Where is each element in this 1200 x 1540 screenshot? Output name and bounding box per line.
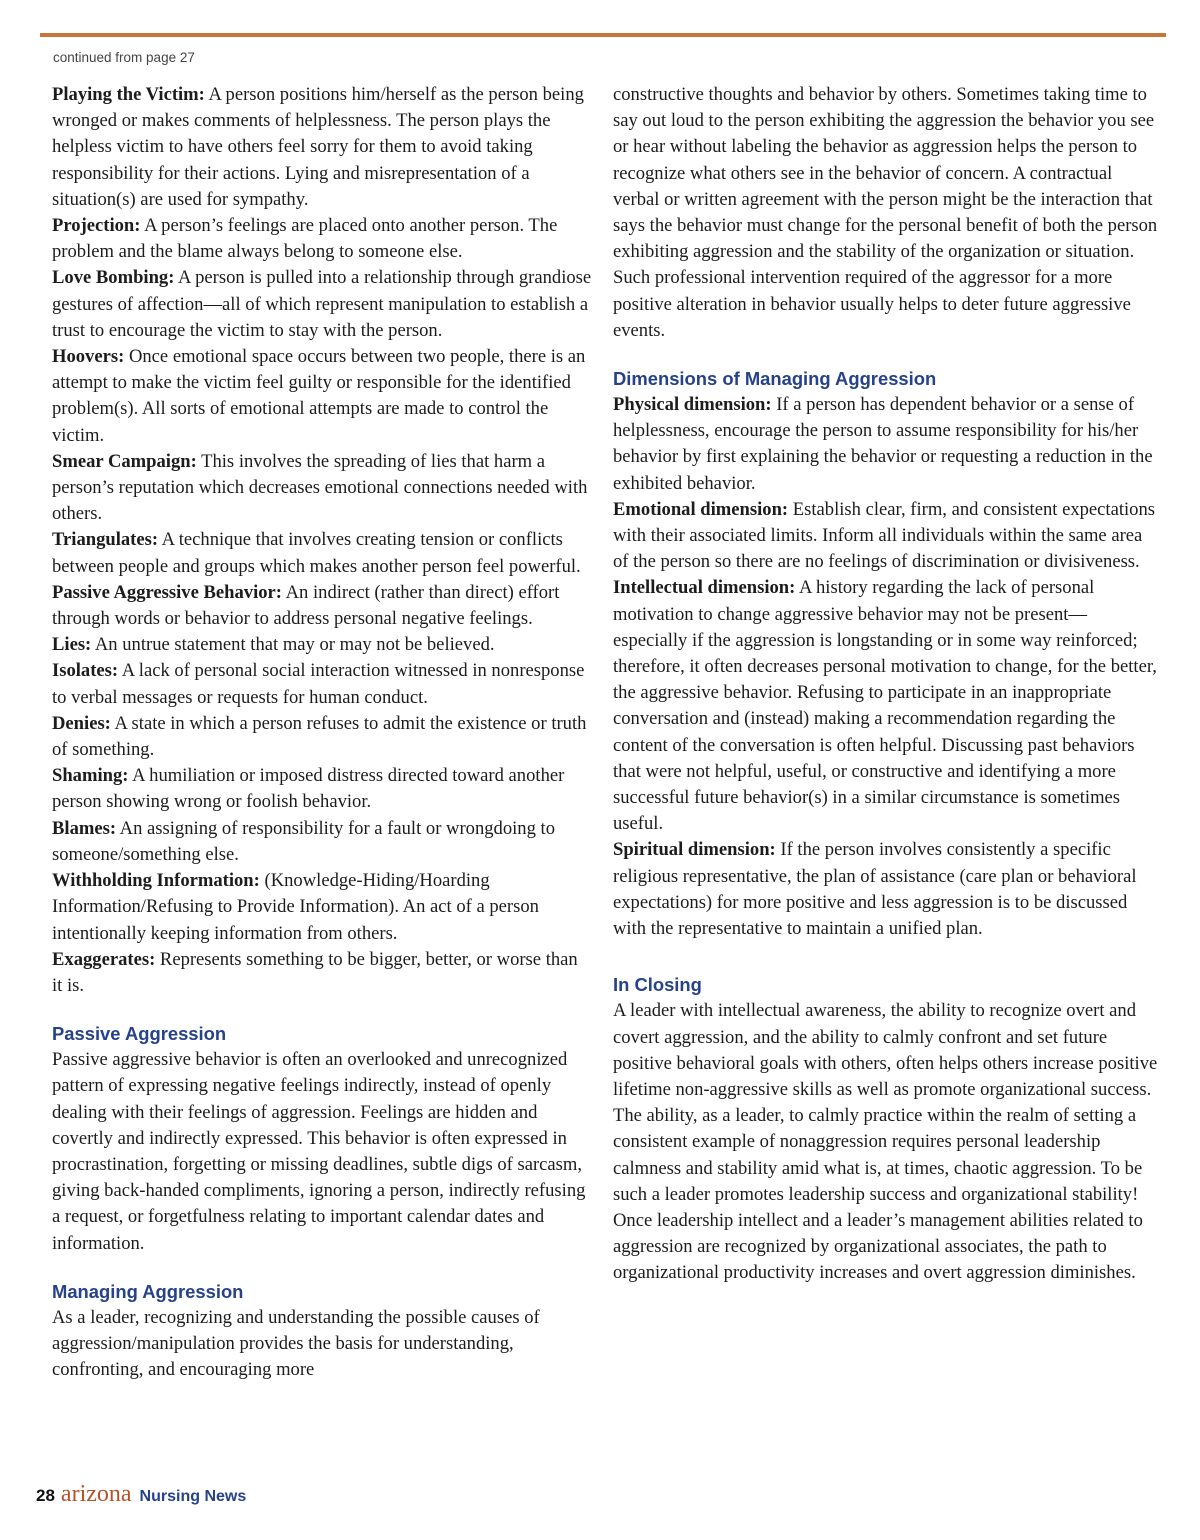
publication-name: Nursing News xyxy=(139,1488,247,1505)
term-entry xyxy=(52,527,592,579)
term-text: A person’s feelings are placed onto another person. The problem and the blame always belong to someone else. xyxy=(52,215,558,263)
term-text: Represents something to be bigger, better, or worse than it is. xyxy=(52,948,578,996)
term-entry xyxy=(52,658,592,710)
section-heading-managing-aggression: Managing Aggression xyxy=(52,1280,244,1302)
term-text: A technique that involves creating tension or conflicts between people and groups which makes another person feel powerful. xyxy=(52,529,581,577)
term-entry xyxy=(52,947,592,999)
dimension-text: A history regarding the lack of personal motivation to change aggressive behavior may not be present—especially if the aggression is longstanding or in some way reinforced; therefore, it often decreases personal motivation to change, for the better, the aggressive behavior. Refusing to participate in an inappropriate conversation and (instead) making a recommendation regarding the content of the conversation is often helpful. Discussing past behaviors that were not helpful, useful, or constructive and identifying a more successful future behavior(s) in a similar circumstance is sometimes useful. xyxy=(613,577,1157,835)
top-rule xyxy=(40,33,1166,37)
term-label: Passive Aggressive Behavior: xyxy=(52,581,282,603)
term-label: Projection: xyxy=(52,215,141,237)
term-entry xyxy=(52,632,592,658)
dimension-entry xyxy=(613,392,1158,497)
in-closing-body: A leader with intellectual awareness, the ability to recognize overt and covert aggression, and the ability to calmly confront and set future positive behavioral goals with others, often helps others increase positive lifetime non-aggressive skills as well as promote organizational success. The ability, as a leader, to calmly practice within the realm of setting a consistent example of nonaggression requires personal leadership calmness and stability amid what is, at times, chaotic aggression. To be such a leader promotes leadership success and organizational stability! Once leadership intellect and a leader’s management abilities related to aggression are recognized by organizational associates, the path to organizational productivity increases and overt aggression diminishes. xyxy=(613,1000,1158,1284)
term-entry xyxy=(52,763,592,815)
continued-note: continued from page 27 xyxy=(53,50,195,65)
term-label: Triangulates: xyxy=(52,529,159,551)
dimension-entry xyxy=(613,497,1158,576)
term-text: A state in which a person refuses to admit the existence or truth of something. xyxy=(52,712,587,761)
term-text: A person is pulled into a relationship through grandiose gestures of affection—all of which represent manipulation to establish a trust to encourage the victim to stay with the person. xyxy=(52,267,592,341)
page-footer xyxy=(36,1481,246,1511)
term-entry xyxy=(52,580,592,632)
section-heading-dimensions: Dimensions of Managing Aggression xyxy=(613,368,937,390)
term-text: A lack of personal social interaction witnessed in nonresponse to verbal messages or requests for human conduct. xyxy=(52,660,585,708)
term-text: An indirect (rather than direct) effort through words or behavior to address personal negative feelings. xyxy=(52,581,560,630)
term-text: An assigning of responsibility for a fault or wrongdoing to someone/something else. xyxy=(52,817,556,865)
term-label: Lies: xyxy=(52,634,92,656)
term-entry xyxy=(52,265,592,344)
section-heading-passive-aggression: Passive Aggression xyxy=(52,1023,227,1045)
dimension-label: Emotional dimension: xyxy=(613,498,789,520)
section-heading-in-closing: In Closing xyxy=(613,974,702,996)
managing-aggression-body: As a leader, recognizing and understanding the possible causes of aggression/manipulation provides the basis for understanding, confronting, and encouraging more xyxy=(52,1306,540,1381)
term-entry xyxy=(52,449,592,528)
left-column xyxy=(52,82,592,1383)
dimension-text: Establish clear, firm, and consistent expectations with their associated limits. Inform all individuals within the same area of the person so there are no feelings of discrimination or divisiveness. xyxy=(613,498,1156,573)
glossary-terms xyxy=(52,82,592,999)
dimension-label: Spiritual dimension: xyxy=(613,839,776,861)
term-entry xyxy=(52,711,592,763)
dimension-entry xyxy=(613,837,1158,942)
right-column xyxy=(613,82,1158,1287)
dimension-label: Intellectual dimension: xyxy=(613,577,796,599)
passive-aggression-body: Passive aggressive behavior is often an overlooked and unrecognized pattern of expressing negative feelings indirectly, instead of openly dealing with their feelings of aggression. Feelings are hidden and covertly and indirectly expressed. This behavior is often expressed in procrastination, forgetting or missing deadlines, subtle digs of sarcasm, giving back-handed compliments, ignoring a person, indirectly refusing a request, or forgetfulness relating to important calendar dates and information. xyxy=(52,1049,586,1254)
term-entry xyxy=(52,344,592,449)
term-label: Hoovers: xyxy=(52,346,125,368)
dimension-label: Physical dimension: xyxy=(613,394,772,416)
term-text: An untrue statement that may or may not be believed. xyxy=(91,634,495,656)
publication-logo-arizona: arizona xyxy=(60,1481,132,1507)
term-text: Once emotional space occurs between two people, there is an attempt to make the victim feel guilty or responsible for the identified problem(s). All sorts of emotional attempts are made to control the victim. xyxy=(52,346,586,446)
term-entry xyxy=(52,82,592,213)
term-text: A humiliation or imposed distress directed toward another person showing wrong or foolish behavior. xyxy=(52,765,565,813)
term-label: Denies: xyxy=(52,712,111,734)
term-text: This involves the spreading of lies that harm a person’s reputation which decreases emotional connections needed with others. xyxy=(52,450,588,525)
dimension-entry xyxy=(613,575,1158,837)
term-label: Blames: xyxy=(52,817,117,839)
term-entry xyxy=(52,868,592,947)
managing-aggression-continued: constructive thoughts and behavior by others. Sometimes taking time to say out loud to the person exhibiting the aggression the behavior you see or hear without labeling the behavior as aggression helps the person to recognize what others see in the behavior of concern. A contractual verbal or written agreement with the person might be the interaction that says the behavior must change for the personal benefit of both the person exhibiting aggression and the stability of the organization or situation. Such professional intervention required of the aggressor for a more positive alteration in behavior usually helps to deter future aggressive events. xyxy=(613,84,1158,341)
dimension-text: If the person involves consistently a specific religious representative, the plan of assistance (care plan or behavioral expectations) for more positive and less aggression is to be discussed with the representative to maintain a unified plan. xyxy=(613,839,1137,940)
term-label: Isolates: xyxy=(52,660,119,682)
term-label: Love Bombing: xyxy=(52,267,175,289)
dimension-text: If a person has dependent behavior or a sense of helplessness, encourage the person to assume responsibility for his/her behavior by first explaining the behavior or requesting a reduction in the exhibited behavior. xyxy=(613,394,1153,494)
term-text: A person positions him/herself as the person being wronged or makes comments of helplessness. The person plays the helpless victim to have others feel sorry for them to avoid taking responsibility for their actions. Lying and misrepresentation of a situation(s) are used for sympathy. xyxy=(52,84,584,210)
term-entry xyxy=(52,213,592,265)
term-label: Exaggerates: xyxy=(52,948,156,970)
page-number: 28 xyxy=(36,1486,55,1505)
term-label: Smear Campaign: xyxy=(52,450,197,472)
term-text: (Knowledge-Hiding/Hoarding Information/Refusing to Provide Information). An act of a person intentionally keeping information from others. xyxy=(52,870,539,944)
term-entry xyxy=(52,816,592,868)
term-label: Withholding Information: xyxy=(52,870,260,892)
term-label: Shaming: xyxy=(52,765,129,787)
term-label: Playing the Victim: xyxy=(52,84,205,105)
